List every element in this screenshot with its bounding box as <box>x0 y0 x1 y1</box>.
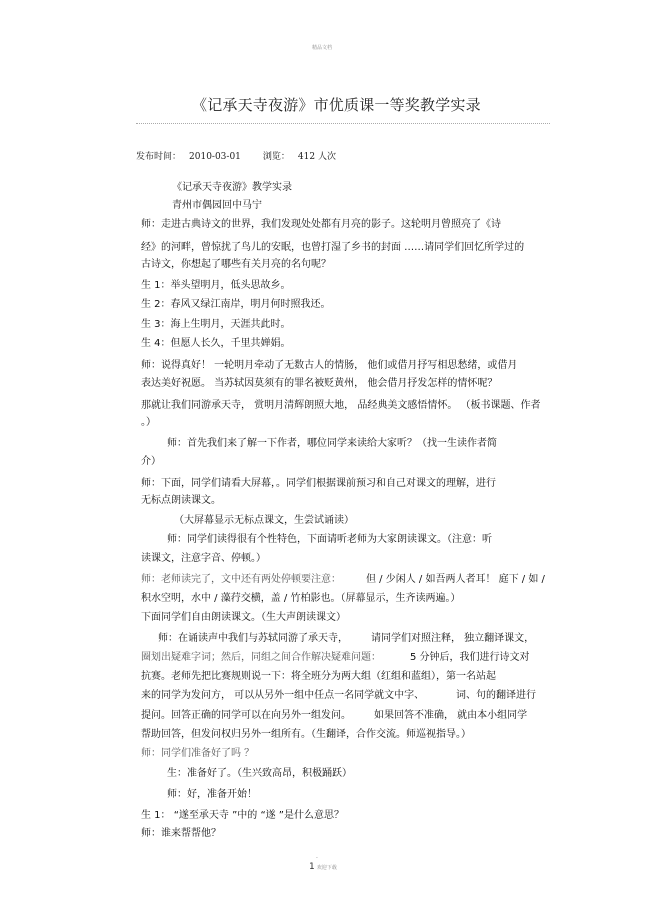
paragraph-line: 读课文，注意字音、停顿。） <box>141 553 266 564</box>
paragraph-line: 帮助回答，但发问权归另外一组所有。（生翻译，合作交流。师巡视指导。） <box>141 729 471 740</box>
student-answer: 生 3：海上生明月，天涯共此时。 <box>141 319 291 330</box>
paragraph-line: 表达美好祝愿。 当苏轼因莫须有的罪名被贬黄州， 他会借月抒发怎样的情怀呢？ <box>141 378 498 389</box>
teacher-note: 圈划出疑难字词；然后，同组之间合作解决疑难问题： <box>141 652 381 663</box>
paragraph-line: 。） <box>141 417 156 428</box>
meta-row <box>136 149 336 162</box>
teacher-note: 师：老师读完了，文中还有两处停顿要注意： <box>141 574 341 585</box>
paragraph-line: 古诗文，你想起了哪些有关月亮的名句呢？ <box>141 259 331 270</box>
student-answer: 生 2：春风又绿江南岸，明月何时照我还。 <box>141 299 331 310</box>
paragraph-line: 下面同学们自由朗读课文。（生大声朗读课文） <box>141 612 346 623</box>
publish-date: 2010-03-01 <box>189 152 241 162</box>
paragraph-line: 无标点朗读课文。 <box>141 495 221 506</box>
footer-label: 欢迎下载 <box>316 865 337 871</box>
paragraph-line: 来的同学为发问方， 可以从另外一组中任点一名同学就文中字、 <box>141 690 425 701</box>
footer-tick: - <box>316 855 318 861</box>
views-count: 412 人次 <box>297 152 336 162</box>
paragraph-line: 5 分钟后，我们进行诗文对 <box>410 652 530 663</box>
paragraph-line: 抗赛。老师先把比赛规则说一下：将全班分为两大组（红组和蓝组），第一名站起 <box>141 671 496 682</box>
paragraph-line: 介） <box>141 456 161 467</box>
paragraph-line: 请同学们对照注释， 独立翻译课文， <box>371 633 535 644</box>
paragraph-line: 师：在诵读声中我们与苏轼同游了承天寺， <box>158 633 348 644</box>
publish-date-label: 发布时间： <box>136 152 182 162</box>
views-label: 浏览： <box>262 152 290 162</box>
paragraph-line: 师：好，准备开始！ <box>167 789 257 800</box>
paragraph-line: 师：走进古典诗文的世界，我们发现处处都有月亮的影子。这轮明月曾照亮了《诗 <box>141 219 501 230</box>
paragraph-line: 那就让我们同游承天寺， 赏明月清辉朗照大地， 品经典美文感悟情怀。 （板书课题、作者 <box>141 400 541 411</box>
paragraph-line: 如果回答不准确， 就由本小组同学 <box>374 710 528 721</box>
page-title: 《记承天寺夜游》市优质课一等奖教学实录 <box>192 96 481 114</box>
student-answer: 生：准备好了。（生兴致高昂，积极踊跃） <box>167 768 352 779</box>
paragraph-line: 师：说得真好！ 一轮明月牵动了无数古人的情肠， 他们或借月抒写相思愁绪，或借月 <box>141 360 518 371</box>
student-answer: 生 4：但愿人长久，千里共婵娟。 <box>141 338 291 349</box>
student-answer: 生 1： “遂至承天寺 ”中的 “遂 ”是什么意思？ <box>141 810 344 821</box>
divider <box>136 123 550 124</box>
header-doc-label: 精品文档 <box>312 45 333 51</box>
paragraph-line: 经》的河畔，曾惊扰了鸟儿的安眠，也曾打湿了乡书的封面 ……请同学们回忆所学过的 <box>141 242 525 253</box>
subtitle: 《记承天寺夜游》教学实录 <box>172 182 292 193</box>
student-answer: 生 1：举头望明月，低头思故乡。 <box>141 280 291 291</box>
paragraph-line: 词、句的翻译进行 <box>456 690 536 701</box>
paragraph-line: 师：同学们读得很有个性特色，下面请听老师为大家朗读课文。（注意：听 <box>167 534 492 545</box>
paragraph-line: 师：下面，同学们请看大屏幕，。同学们根据课前预习和自己对课文的理解，进行 <box>141 478 496 489</box>
paragraph-line: 提问。回答正确的同学可以在向另外一组发问。 <box>141 710 351 721</box>
footer <box>309 862 337 872</box>
paragraph-line: （大屏幕显示无标点课文，生尝试诵读） <box>174 515 354 526</box>
page-number: 1 <box>309 862 315 872</box>
poem-pause-line: 但 / 少闲人 / 如吾两人者耳！ 庭下 / 如 / <box>366 574 545 585</box>
paragraph-line: 师：首先我们来了解一下作者，哪位同学来读给大家听？（找一生读作者简 <box>167 438 497 449</box>
author-line: 青州市偶园回中马宁 <box>172 200 262 211</box>
poem-pause-line: 积水空明，水中 / 藻荇交横，盖 / 竹柏影也。（屏幕显示，生齐读两遍。） <box>141 593 461 604</box>
paragraph-line: 师：谁来帮帮他？ <box>141 828 221 839</box>
teacher-note: 师：同学们准备好了吗 ？ <box>141 748 255 759</box>
